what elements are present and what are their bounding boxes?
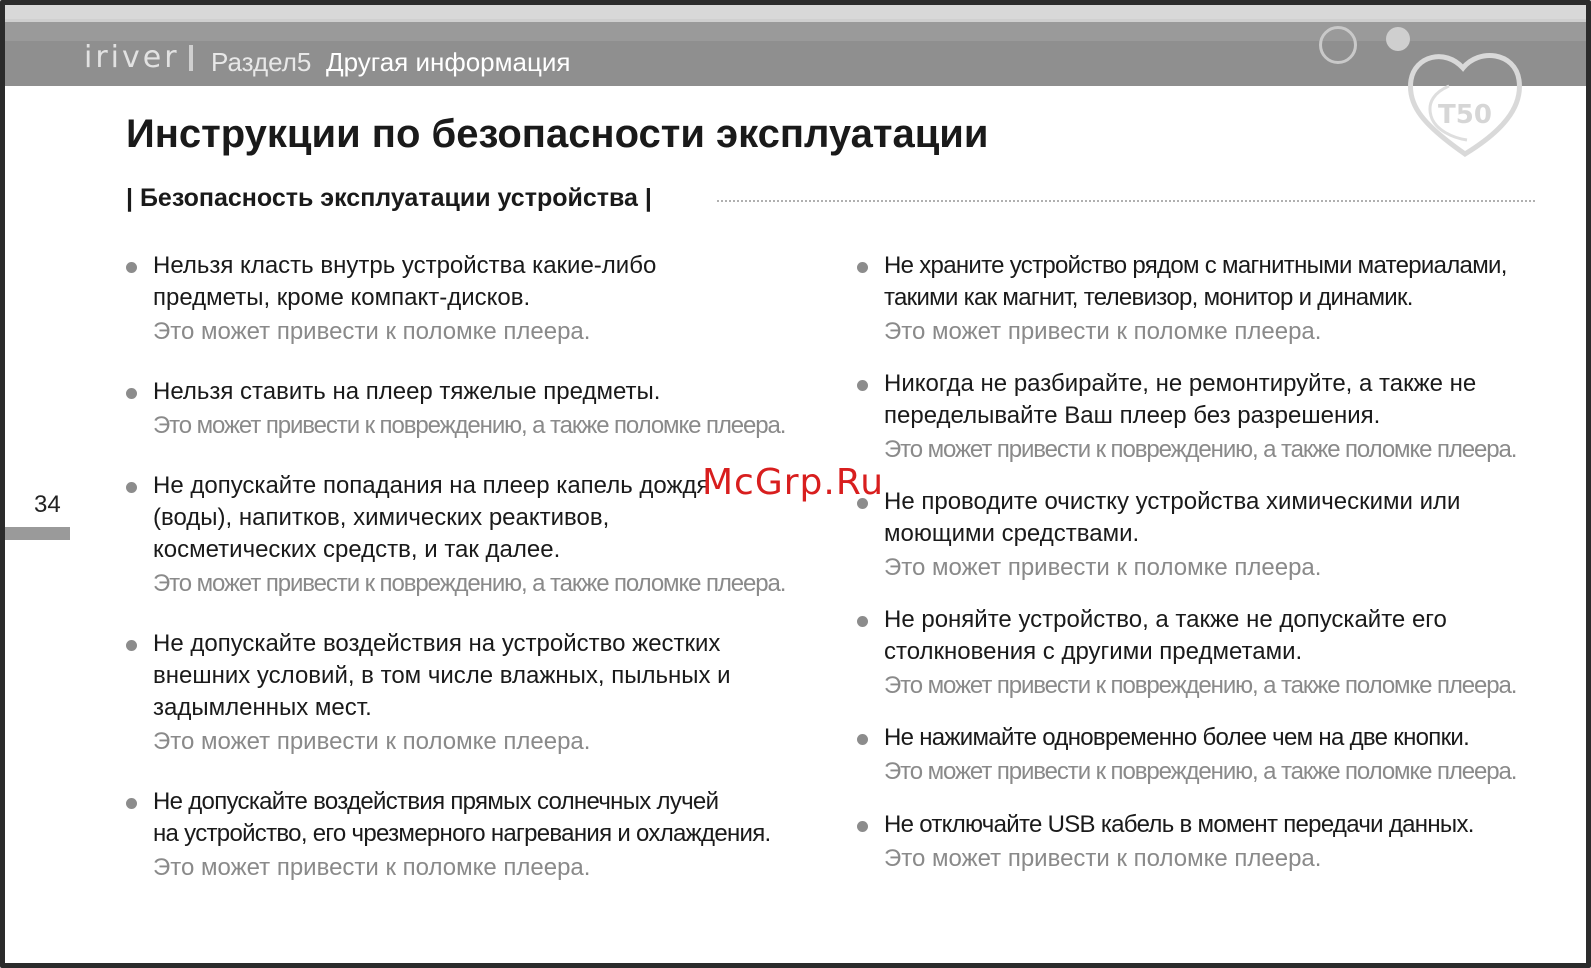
item-text: Никогда не разбирайте, не ремонтируйте, а также не переделывайте Ваш плеер без разрешения.	[884, 370, 1477, 429]
header-stripe	[5, 19, 1586, 22]
list-item	[884, 604, 1516, 702]
model-logo-heart-icon	[1405, 46, 1525, 161]
page-number-bar	[5, 527, 70, 540]
bullet-icon	[126, 482, 137, 493]
list-item	[153, 628, 731, 758]
item-note: Это может привести к поломке плеера.	[153, 728, 591, 755]
bullet-icon	[857, 262, 868, 273]
list-item	[884, 250, 1507, 348]
bullet-icon	[857, 380, 868, 391]
page-title: Инструкции по безопасности эксплуатации	[126, 112, 989, 156]
item-text: Не нажимайте одновременно более чем на две кнопки.	[884, 724, 1470, 751]
item-text: Не допускайте попадания на плеер капель дождя (воды), напитков, химических реактивов, косметических средств, и так далее.	[153, 472, 710, 563]
list-item	[153, 470, 785, 600]
item-text: Не допускайте воздействия на устройство жестких внешних условий, в том числе влажных, пыльных и задымленных мест.	[153, 630, 731, 721]
watermark-text: McGrp.Ru	[702, 462, 885, 503]
dotted-divider	[717, 200, 1535, 202]
item-note: Это может привести к поломке плеера.	[884, 845, 1322, 872]
list-item	[153, 250, 656, 348]
item-note: Это может привести к поломке плеера.	[884, 554, 1322, 581]
item-note: Это может привести к повреждению, а также поломке плеера.	[153, 412, 786, 439]
bullet-icon	[126, 388, 137, 399]
model-logo-text: T50	[1438, 100, 1492, 130]
decorative-ring-icon	[1319, 26, 1357, 64]
item-note: Это может привести к повреждению, а также поломке плеера.	[153, 570, 786, 597]
brand-logo: iriver	[84, 40, 180, 75]
item-note: Это может привести к повреждению, а также поломке плеера.	[884, 672, 1517, 699]
item-text: Не храните устройство рядом с магнитными материалами, такими как магнит, телевизор, монитор и динамик.	[884, 252, 1507, 311]
section-label: Раздел5	[211, 47, 312, 77]
bullet-icon	[126, 798, 137, 809]
bullet-icon	[126, 640, 137, 651]
item-text: Не роняйте устройство, а также не допускайте его столкновения с другими предметами.	[884, 606, 1447, 665]
item-note: Это может привести к поломке плеера.	[153, 854, 591, 881]
list-item	[884, 486, 1460, 584]
list-item	[884, 722, 1516, 788]
bullet-icon	[857, 821, 868, 832]
item-text: Нельзя класть внутрь устройства какие-либо предметы, кроме компакт-дисков.	[153, 252, 657, 311]
item-text: Не отключайте USB кабель в момент передачи данных.	[884, 811, 1474, 838]
section-title: Другая информация	[326, 47, 571, 77]
list-item	[153, 376, 785, 442]
list-item	[153, 786, 771, 884]
list-item	[884, 368, 1516, 466]
header-separator	[189, 45, 193, 71]
section-subheading: | Безопасность эксплуатации устройства |	[126, 184, 652, 212]
item-text: Не допускайте воздействия прямых солнечных лучей на устройство, его чрезмерного нагревания и охлаждения.	[153, 788, 771, 847]
list-item	[884, 809, 1474, 875]
item-note: Это может привести к повреждению, а также поломке плеера.	[884, 436, 1517, 463]
bullet-icon	[857, 734, 868, 745]
item-note: Это может привести к повреждению, а также поломке плеера.	[884, 758, 1517, 785]
item-note: Это может привести к поломке плеера.	[153, 318, 591, 345]
bullet-icon	[126, 262, 137, 273]
item-text: Не проводите очистку устройства химическими или моющими средствами.	[884, 488, 1461, 547]
item-text: Нельзя ставить на плеер тяжелые предметы.	[153, 378, 661, 405]
page-number: 34	[34, 491, 61, 518]
bullet-icon	[857, 616, 868, 627]
item-note: Это может привести к поломке плеера.	[884, 318, 1322, 345]
